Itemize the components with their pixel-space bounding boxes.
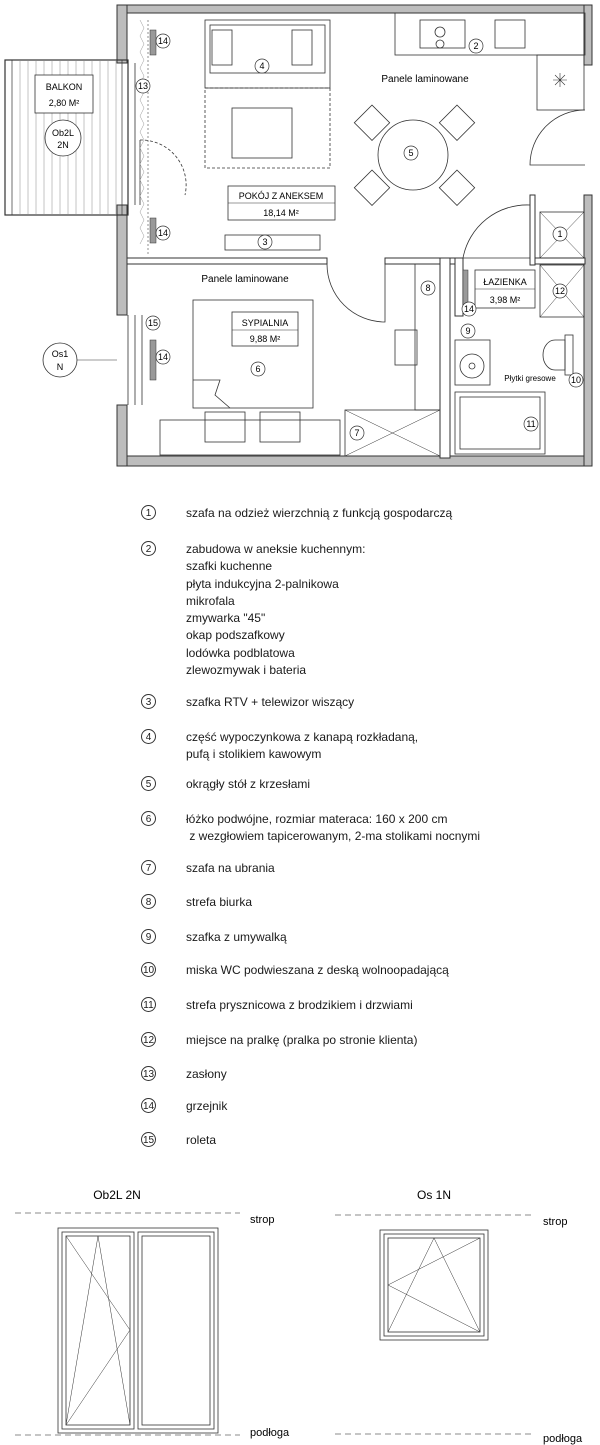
svg-text:4: 4 <box>259 61 265 71</box>
kitchen <box>395 13 585 110</box>
svg-text:1: 1 <box>557 229 563 239</box>
marker-5 <box>404 146 418 160</box>
floor-label-bathroom: Płytki gresowe <box>504 374 556 383</box>
balcony <box>5 60 128 215</box>
floor-label-living: Panele laminowane <box>381 74 469 85</box>
marker-13 <box>136 79 150 93</box>
svg-text:2: 2 <box>473 41 479 51</box>
svg-text:5: 5 <box>408 148 414 158</box>
window-os-code: Os1 <box>51 349 69 359</box>
bedroom-window <box>43 315 142 405</box>
svg-text:14: 14 <box>157 352 169 362</box>
entrance-door-swing <box>530 110 585 165</box>
floor-label-bedroom: Panele laminowane <box>201 274 289 285</box>
lazienka-name: ŁAZIENKA <box>483 277 527 287</box>
pokoj-name: POKÓJ Z ANEKSEM <box>238 191 324 201</box>
marker-3 <box>258 235 272 249</box>
bathroom-door-swing <box>463 205 530 258</box>
marker-6 <box>251 362 265 376</box>
svg-text:15: 15 <box>147 318 159 328</box>
marker-15 <box>146 316 160 330</box>
interior-walls <box>127 195 585 458</box>
balkon-name: BALKON <box>45 82 83 92</box>
svg-text:12: 12 <box>554 286 566 296</box>
marker-14-c <box>156 350 170 364</box>
svg-text:14: 14 <box>463 304 475 314</box>
svg-text:14: 14 <box>157 228 169 238</box>
lazienka-area: 3,98 M² <box>489 295 521 305</box>
marker-2 <box>469 39 483 53</box>
window-os-sub: N <box>56 362 64 372</box>
balkon-area: 2,80 M² <box>48 98 80 108</box>
tv-cabinet <box>225 235 320 250</box>
svg-text:14: 14 <box>157 36 169 46</box>
marker-12 <box>553 284 567 298</box>
marker-14-b <box>156 226 170 240</box>
bedroom-door-swing <box>327 264 385 322</box>
bathroom-label <box>475 270 535 308</box>
marker-14-d <box>462 302 476 316</box>
marker-11 <box>524 417 538 431</box>
pokoj-area: 18,14 M² <box>263 208 299 218</box>
balcony-door-sub: 2N <box>57 140 69 150</box>
sofa-area <box>205 20 330 168</box>
floor-plan <box>0 0 600 480</box>
elevation-ob2l-title: Ob2L 2N <box>93 1188 141 1202</box>
elevation-os1n <box>335 1188 583 1445</box>
living-room-label <box>228 186 335 220</box>
marker-9 <box>461 324 475 338</box>
marker-7 <box>350 426 364 440</box>
elevation-os1n-title: Os 1N <box>416 1188 452 1202</box>
elevation-os1n-top: strop <box>543 1216 568 1228</box>
svg-text:10: 10 <box>570 375 582 385</box>
svg-text:9: 9 <box>465 326 471 336</box>
elevation-ob2l <box>15 1188 290 1439</box>
svg-text:3: 3 <box>262 237 268 247</box>
marker-10 <box>569 373 583 387</box>
svg-text:13: 13 <box>137 81 149 91</box>
elevation-ob2l-top: strop <box>250 1214 275 1226</box>
marker-1 <box>553 227 567 241</box>
marker-14-a <box>156 34 170 48</box>
balcony-door-code: Ob2L <box>51 128 75 138</box>
sypialnia-area: 9,88 M² <box>249 334 281 344</box>
svg-text:8: 8 <box>425 283 431 293</box>
elevation-ob2l-bottom: podłoga <box>250 1427 290 1439</box>
svg-text:7: 7 <box>354 428 360 438</box>
bedroom-label <box>232 312 298 346</box>
svg-text:6: 6 <box>255 364 261 374</box>
elevation-os1n-bottom: podłoga <box>543 1433 583 1445</box>
window-elevations <box>0 1180 600 1445</box>
svg-text:11: 11 <box>526 419 536 429</box>
marker-8 <box>421 281 435 295</box>
balcony-door <box>128 20 186 255</box>
sypialnia-name: SYPIALNIA <box>241 318 289 328</box>
marker-4 <box>255 59 269 73</box>
